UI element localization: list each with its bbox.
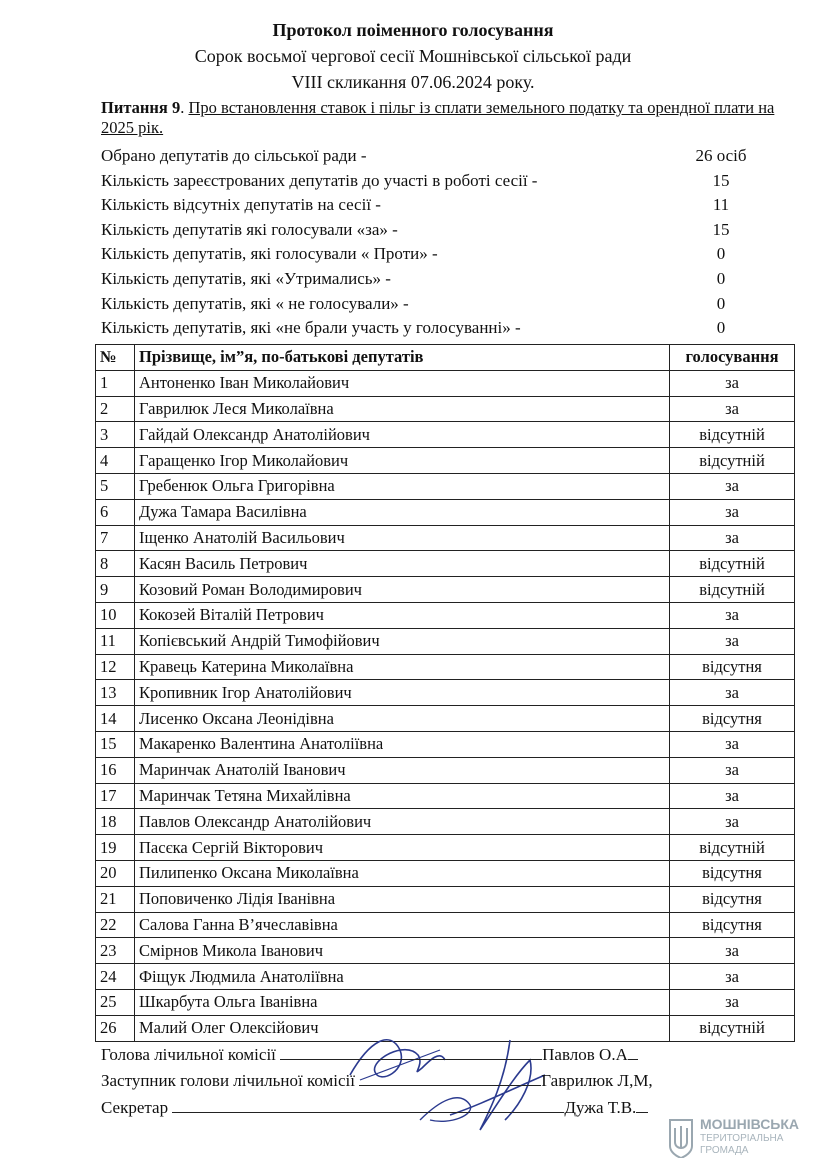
row-vote: за <box>670 602 795 628</box>
table-row <box>96 886 795 912</box>
row-deputy-name: Гайдай Олександр Анатолійович <box>135 422 670 448</box>
stat-value: 15 <box>712 170 730 190</box>
row-num: 9 <box>96 577 135 603</box>
chair-name: Павлов О.А <box>542 1045 628 1064</box>
stat-row <box>101 169 791 194</box>
vote-statistics <box>101 144 791 341</box>
row-num: 6 <box>96 499 135 525</box>
deputy-name: Гаврилюк Л,М, <box>541 1071 653 1090</box>
row-vote: відсутній <box>670 835 795 861</box>
row-vote: за <box>670 809 795 835</box>
row-vote: відсутня <box>670 912 795 938</box>
row-deputy-name: Маринчак Анатолій Іванович <box>135 757 670 783</box>
row-vote: відсутній <box>670 577 795 603</box>
row-deputy-name: Гаврилюк Леся Миколаївна <box>135 396 670 422</box>
trident-icon <box>668 1118 694 1158</box>
deputy-label: Заступник голови лічильної комісії <box>101 1071 356 1090</box>
row-deputy-name: Пасєка Сергій Вікторович <box>135 835 670 861</box>
row-num: 21 <box>96 886 135 912</box>
row-num: 17 <box>96 783 135 809</box>
table-row <box>96 396 795 422</box>
chair-label: Голова лічильної комісії <box>101 1045 276 1064</box>
stat-row <box>101 144 791 169</box>
table-row <box>96 938 795 964</box>
row-vote: за <box>670 370 795 396</box>
stat-value: 0 <box>716 244 726 264</box>
document-title: Протокол поіменного голосування <box>272 20 554 40</box>
row-deputy-name: Кропивник Ігор Анатолійович <box>135 680 670 706</box>
row-num: 5 <box>96 473 135 499</box>
logo-line-2: ТЕРИТОРІАЛЬНА <box>700 1133 784 1144</box>
row-vote: відсутня <box>670 654 795 680</box>
row-deputy-name: Кравець Катерина Миколаївна <box>135 654 670 680</box>
row-vote: за <box>670 499 795 525</box>
document-subtitle: Сорок восьмої чергової сесії Мошнівської сільської ради <box>194 46 632 66</box>
question-label: Питання 9 <box>101 98 181 117</box>
roll-call-table <box>95 344 795 1042</box>
row-vote: за <box>670 989 795 1015</box>
row-deputy-name: Павлов Олександр Анатолійович <box>135 809 670 835</box>
row-deputy-name: Маринчак Тетяна Михайлівна <box>135 783 670 809</box>
row-num: 2 <box>96 396 135 422</box>
row-num: 19 <box>96 835 135 861</box>
row-num: 14 <box>96 706 135 732</box>
stat-label: Кількість депутатів, які голосували « Проти» - <box>101 244 438 264</box>
row-vote: відсутня <box>670 860 795 886</box>
row-deputy-name: Козовий Роман Володимирович <box>135 577 670 603</box>
row-num: 10 <box>96 602 135 628</box>
stat-row <box>101 218 791 243</box>
stat-row <box>101 267 791 292</box>
row-num: 13 <box>96 680 135 706</box>
row-deputy-name: Кокозей Віталій Петрович <box>135 602 670 628</box>
table-row <box>96 989 795 1015</box>
table-row <box>96 835 795 861</box>
stat-label: Обрано депутатів до сільської ради - <box>101 146 367 165</box>
table-row <box>96 602 795 628</box>
row-num: 26 <box>96 1015 135 1041</box>
deputy-line <box>101 1069 741 1091</box>
row-vote: за <box>670 628 795 654</box>
row-deputy-name: Пилипенко Оксана Миколаївна <box>135 860 670 886</box>
row-num: 7 <box>96 525 135 551</box>
row-num: 3 <box>96 422 135 448</box>
logo-line-1: МОШНІВСЬКА <box>700 1116 800 1132</box>
row-deputy-name: Шкарбута Ольга Іванівна <box>135 989 670 1015</box>
row-num: 18 <box>96 809 135 835</box>
stat-row <box>101 193 791 218</box>
row-vote: відсутня <box>670 706 795 732</box>
table-row <box>96 964 795 990</box>
header-num: № <box>96 345 135 371</box>
stat-row <box>101 316 791 341</box>
document-date-line: VIII скликання 07.06.2024 року. <box>291 72 535 92</box>
stat-label: Кількість депутатів, які « не голосували» - <box>101 293 409 313</box>
stat-value: 0 <box>716 318 726 338</box>
row-vote: за <box>670 757 795 783</box>
table-row <box>96 448 795 474</box>
secretary-line <box>101 1096 741 1118</box>
table-row <box>96 577 795 603</box>
row-deputy-name: Дужа Тамара Василівна <box>135 499 670 525</box>
row-vote: за <box>670 964 795 990</box>
stat-label: Кількість депутатів які голосували «за» - <box>101 219 398 239</box>
table-row <box>96 680 795 706</box>
row-deputy-name: Іщенко Анатолій Васильович <box>135 525 670 551</box>
row-num: 24 <box>96 964 135 990</box>
table-row <box>96 473 795 499</box>
row-vote: за <box>670 680 795 706</box>
row-vote: за <box>670 396 795 422</box>
table-row <box>96 422 795 448</box>
question-block: Питання 9. Про встановлення ставок і пільг із сплати земельного податку та орендної плати на 2025 рік. <box>101 98 775 137</box>
row-vote: відсутня <box>670 886 795 912</box>
stat-value: 0 <box>716 268 726 288</box>
table-row <box>96 499 795 525</box>
row-deputy-name: Антоненко Іван Миколайович <box>135 370 670 396</box>
question-text: Про встановлення ставок і пільг із сплати земельного податку та орендної плати на 2025 рік. <box>101 98 775 137</box>
header-name: Прізвище, ім”я, по-батькові депутатів <box>135 345 670 371</box>
row-deputy-name: Фіщук Людмила Анатоліївна <box>135 964 670 990</box>
row-num: 20 <box>96 860 135 886</box>
table-header-row <box>96 345 795 371</box>
stat-value: 0 <box>716 293 726 313</box>
row-vote: за <box>670 525 795 551</box>
table-row <box>96 525 795 551</box>
stat-value: 26 осіб <box>695 146 747 165</box>
stat-label: Кількість відсутніх депутатів на сесії - <box>101 195 381 215</box>
row-deputy-name: Лисенко Оксана Леонідівна <box>135 706 670 732</box>
table-row <box>96 706 795 732</box>
stat-row <box>101 242 791 267</box>
table-row <box>96 628 795 654</box>
row-deputy-name: Гребенюк Ольга Григорівна <box>135 473 670 499</box>
row-deputy-name: Поповиченко Лідія Іванівна <box>135 886 670 912</box>
row-vote: відсутній <box>670 1015 795 1041</box>
stat-label: Кількість депутатів, які «не брали участь у голосуванні» - <box>101 318 521 338</box>
table-row <box>96 551 795 577</box>
stat-label: Кількість депутатів, які «Утримались» - <box>101 268 391 288</box>
stat-label: Кількість зареєстрованих депутатів до участі в роботі сесії - <box>101 170 538 190</box>
stat-value: 11 <box>712 195 730 215</box>
table-row <box>96 912 795 938</box>
row-deputy-name: Макаренко Валентина Анатоліївна <box>135 731 670 757</box>
row-num: 11 <box>96 628 135 654</box>
row-num: 12 <box>96 654 135 680</box>
table-row <box>96 860 795 886</box>
row-num: 25 <box>96 989 135 1015</box>
table-row <box>96 757 795 783</box>
secretary-label: Секретар <box>101 1098 169 1117</box>
table-row <box>96 783 795 809</box>
header-vote: голосування <box>670 345 795 371</box>
table-row <box>96 654 795 680</box>
community-logo <box>668 1116 818 1161</box>
chair-line <box>101 1043 741 1065</box>
row-deputy-name: Малий Олег Олексійович <box>135 1015 670 1041</box>
row-deputy-name: Салова Ганна В’ячеславівна <box>135 912 670 938</box>
row-vote: за <box>670 731 795 757</box>
row-deputy-name: Касян Василь Петрович <box>135 551 670 577</box>
row-vote: відсутній <box>670 422 795 448</box>
row-num: 16 <box>96 757 135 783</box>
stat-value: 15 <box>712 219 730 239</box>
logo-line-3: ГРОМАДА <box>700 1145 749 1156</box>
row-deputy-name: Гаращенко Ігор Миколайович <box>135 448 670 474</box>
row-num: 22 <box>96 912 135 938</box>
table-row <box>96 809 795 835</box>
row-num: 23 <box>96 938 135 964</box>
row-vote: відсутній <box>670 551 795 577</box>
secretary-name: Дужа Т.В. <box>564 1098 637 1117</box>
table-row <box>96 370 795 396</box>
row-vote: за <box>670 473 795 499</box>
row-vote: за <box>670 938 795 964</box>
row-vote: відсутній <box>670 448 795 474</box>
row-vote: за <box>670 783 795 809</box>
row-num: 4 <box>96 448 135 474</box>
table-row <box>96 731 795 757</box>
row-deputy-name: Копієвський Андрій Тимофійович <box>135 628 670 654</box>
stat-row <box>101 292 791 317</box>
row-deputy-name: Смірнов Микола Іванович <box>135 938 670 964</box>
row-num: 8 <box>96 551 135 577</box>
row-num: 15 <box>96 731 135 757</box>
row-num: 1 <box>96 370 135 396</box>
